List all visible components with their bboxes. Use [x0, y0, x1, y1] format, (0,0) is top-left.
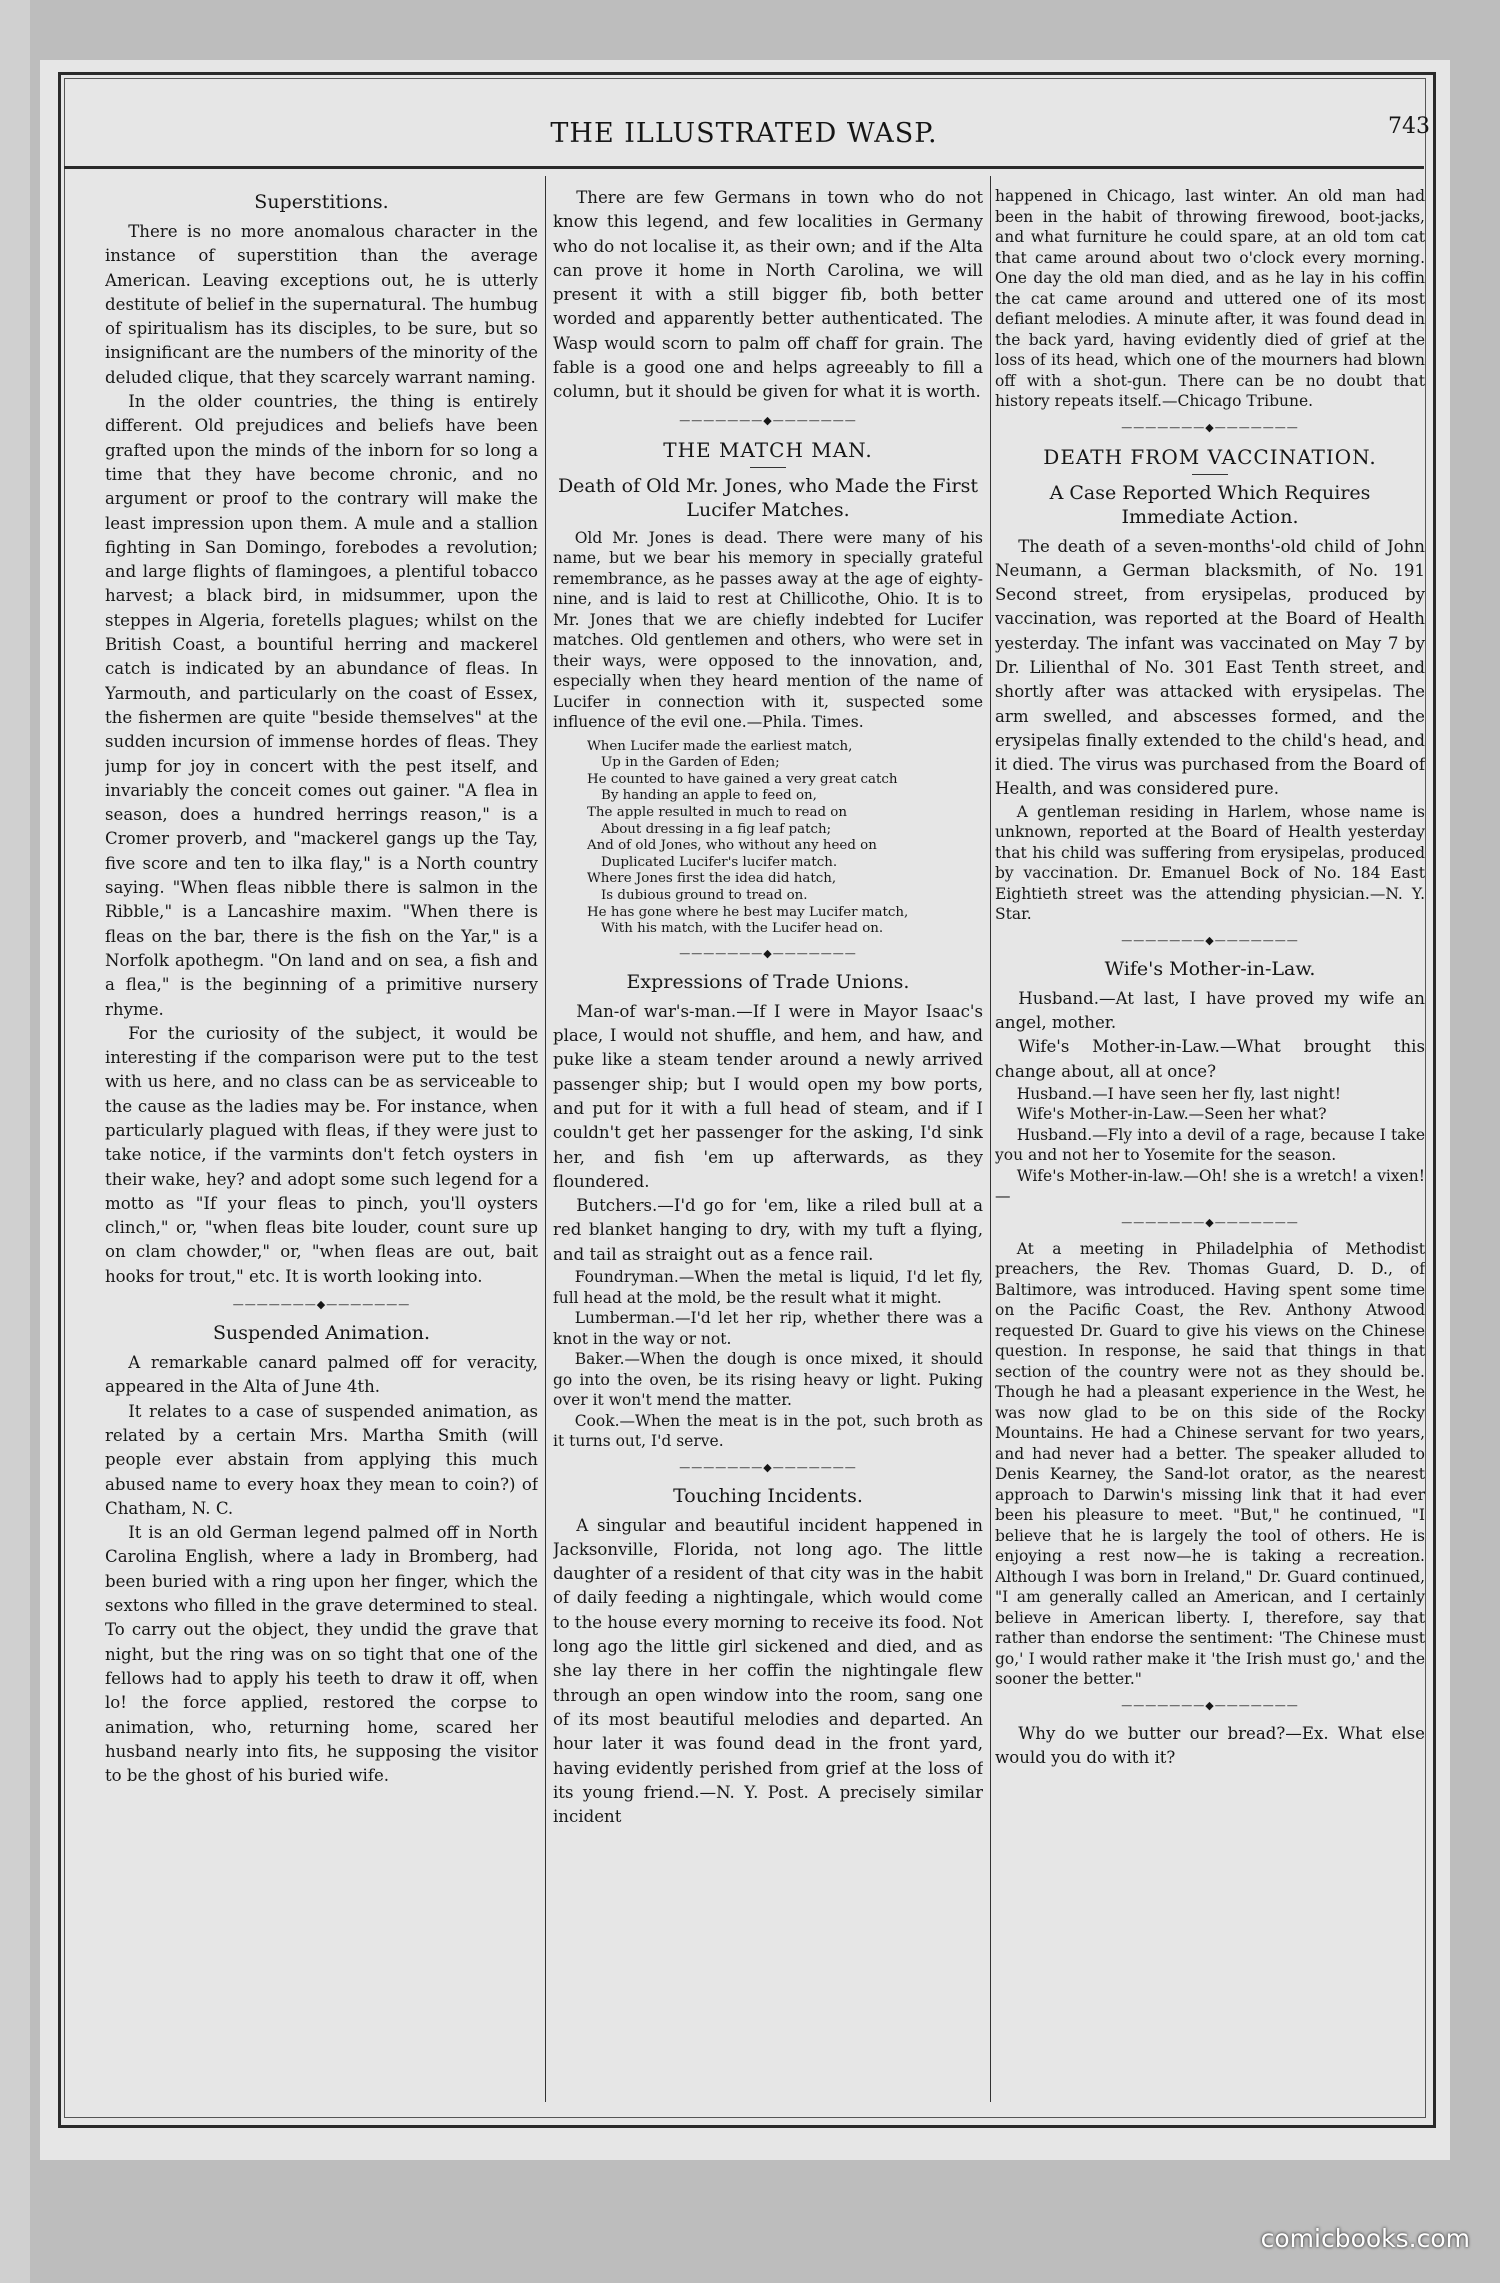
paragraph: For the curiosity of the subject, it would be interesting if the comparison were put to the test with us here, and no class can be as serviceable to the cause as the ladies may be. For instance, when particularly plagued with fleas, if they were just to take notice, if the varmints don't fetch oysters in their wake, hey? and adopt some such legend for a motto as "If your fleas to pinch, you'll oysters clinch," or, "when fleas bite louder, count sure up on clam chowder," or, "when fleas are out, bait hooks for trout," etc. It is worth looking into.: [105, 1023, 538, 1286]
masthead-title: THE ILLUSTRATED WASP.: [550, 118, 938, 149]
poem-line: Duplicated Lucifer's lucifer match.: [601, 854, 838, 870]
article-subheading-match-man: Death of Old Mr. Jones, who Made the First Lucifer Matches.: [557, 474, 979, 521]
poem-line: Is dubious ground to tread on.: [601, 888, 808, 904]
paragraph: Why do we butter our bread?—Ex. What else would you do with it?: [995, 1723, 1425, 1768]
paragraph: Baker.—When the dough is once mixed, it should go into the oven, be its rising heavy or light. Puking over it won't mend the matter.: [553, 1350, 983, 1410]
paragraph: There are few Germans in town who do not know this legend, and few localities in Germany who do not localise it, as their own; and if the Alta can prove it home in North Carolina, we will present it with a still bigger fib, both better worded and apparently better authenticated. The Wasp would scorn to palm off chaff for grain. The fable is a good one and helps agreeably to fill a column, but it should be given for what it is worth.: [553, 188, 983, 402]
article-heading-vaccination: DEATH FROM VACCINATION.: [1043, 444, 1377, 469]
ornament-divider: [105, 1299, 538, 1311]
paragraph: A gentleman residing in Harlem, whose name is unknown, reported at the Board of Health yesterday that his child was suffering from erysipelas, produced by vaccination. Dr. Emanuel Bock of No. 184 East Eightieth street was the attending physician.—N. Y. Star.: [995, 802, 1425, 924]
poem-line: When Lucifer made the earliest match,: [587, 738, 853, 754]
poem: [587, 739, 983, 938]
poem-line: With his match, with the Lucifer head on.: [601, 921, 884, 937]
short-rule: [750, 467, 786, 468]
article-title-suspended-animation: Suspended Animation.: [212, 1322, 431, 1345]
paragraph: happened in Chicago, last winter. An old man had been in the habit of throwing firewood, boot-jacks, and what furniture he could spare, at an old tom cat that came around about two o'clock every morning. One day the old man died, and as he lay in his coffin the cat came around and uttered one of its most defiant melodies. A minute after, it was found dead in the back yard, having evidently died of grief at the loss of its head, which one of the mourners had blown off with a shot-gun. There can be no doubt that history repeats itself.—Chicago Tribune.: [995, 187, 1425, 410]
short-rule: [1192, 474, 1228, 475]
paragraph: In the older countries, the thing is entirely different. Old prejudices and beliefs have been grafted upon the minds of the inborn for so long a time that they have become chronic, and no argument or proof to the contrary will make the least impression upon them. A mule and a stallion fighting in San Domingo, forebodes a revolution; and large flights of flamingoes, a plentiful tobacco harvest; a black bird, in midsummer, upon the steppes in Algeria, foretells plagues; whilst on the British Coast, a bountiful herring and mackerel catch is indicated by an abundance of fleas. In Yarmouth, and particularly on the coast of Essex, the fishermen are quite "beside themselves" at the sudden incursion of immense hordes of fleas. They jump for joy in concert with the pest itself, and invariably the conceit comes out gainer. "A flea in season, does a hundred herrings reason," is a Cromer proverb, and "mackerel gangs up the Tay, five score and ten to ilka flay," is a North country saying. "When fleas nibble there is salmon in the Ribble," is a Lancashire maxim. "When there is fleas on the bar, there is the fish on the Yar," is a Norfolk apothegm. "On land and on sea, a fish and a flea," is the beginning of a primitive nursery rhyme.: [105, 392, 538, 1019]
paragraph: Cook.—When the meat is in the pot, such broth as it turns out, I'd serve.: [553, 1411, 983, 1451]
ornament-divider: [995, 1700, 1425, 1712]
column-divider: [990, 176, 991, 2102]
paragraph: Wife's Mother-in-Law.—What brought this change about, all at once?: [995, 1037, 1425, 1081]
ornament-divider: [995, 422, 1425, 434]
article-title-superstitions: Superstitions.: [254, 191, 389, 213]
article-title-touching-incidents: Touching Incidents.: [673, 1484, 863, 1507]
paragraph: The death of a seven-months'-old child of John Neumann, a German blacksmith, of No. 191 Second street, from erysipelas, produced by vaccination, was reported at the Board of Health yesterday. The infant was vaccinated on May 7 by Dr. Lilienthal of No. 301 East Tenth street, and shortly after was attacked with erysipelas. The arm swelled, and abscesses formed, and the erysipelas finally extended to the child's head, and it died. The virus was purchased from the Board of Health, and was considered pure.: [995, 536, 1425, 799]
paragraph: Wife's Mother-in-Law.—Seen her what?: [1016, 1105, 1327, 1124]
paragraph: Old Mr. Jones is dead. There were many of his name, but we bear his memory in specially grateful remembrance, as he passes away at the age of eighty-nine, and is laid to rest at Chillicothe, Ohio. It is to Mr. Jones that we are chiefly indebted for Lucifer matches. Old gentlemen and others, who were set in their ways, were opposed to the innovation, and, especially when they heard mention of the name of Lucifer in connection with it, suspected some influence of the evil one.—Phila. Times.: [553, 528, 983, 732]
column-divider: [545, 176, 546, 2102]
poem-line: About dressing in a fig leaf patch;: [601, 821, 832, 837]
ornament-divider: [553, 1462, 983, 1474]
paragraph: Husband.—At last, I have proved my wife an angel, mother.: [995, 988, 1425, 1033]
paragraph: Foundryman.—When the metal is liquid, I'd let fly, full head at the mold, be the result what it might.: [553, 1268, 983, 1307]
poem-line: By handing an apple to feed on,: [601, 788, 817, 804]
column-1: [105, 186, 538, 2096]
paragraph: Man-of war's-man.—If I were in Mayor Isaac's place, I would not shuffle, and hem, and haw, and puke like a steam tender around a newly arrived passenger ship; but I would open my bow ports, and put for it with a full head of steam, and if I couldn't get her passenger for the asking, I'd sink her, and fish 'em up afterwards, as they floundered.: [553, 1001, 983, 1191]
article-title-trade-unions: Expressions of Trade Unions.: [626, 970, 910, 993]
page-edge: [0, 0, 30, 2283]
header-rule: [64, 166, 1424, 169]
article-heading-match-man: THE MATCH MAN.: [663, 437, 873, 462]
paragraph: There is no more anomalous character in the instance of superstition than the average American. Leaving exceptions out, he is utterly destitute of belief in the supernatural. The humbug of spiritualism has its disciples, to be sure, but so insignificant are the numbers of the minority of the deluded clique, that they scarcely warrant naming.: [105, 222, 538, 387]
paragraph: A singular and beautiful incident happened in Jacksonville, Florida, not long ago. The little daughter of a resident of that city was in the habit of daily feeding a nightingale, which would come to the house every morning to receive its food. Not long ago the little girl sickened and died, and as she lay there in her coffin the nightingale flew through an open window into the room, sang one of its most beautiful melodies and departed. An hour later it was found dead in the front yard, having evidently perished from grief at the loss of its young friend.—N. Y. Post. A precisely similar incident: [553, 1515, 983, 1827]
paragraph: Lumberman.—I'd let her rip, whether there was a knot in the way or not.: [553, 1309, 983, 1348]
column-2: [553, 186, 983, 2096]
watermark: comicbooks.com: [1260, 2224, 1470, 2253]
page-number: 743: [1388, 114, 1430, 139]
poem-line: The apple resulted in much to read on: [587, 805, 847, 821]
paragraph: At a meeting in Philadelphia of Methodist preachers, the Rev. Thomas Guard, D. D., of Baltimore, was introduced. Having spent some time on the Pacific Coast, the Rev. Anthony Atwood requested Dr. Guard to give his views on the Chinese question. In response, he said that things in that section of the country were not as they should be. Though he had a pleasant experience in the West, he was now glad to be on this side of the Rocky Mountains. He had a Chinese servant for two years, and had never had a better. The speaker alluded to Denis Kearney, the Sand-lot orator, as the nearest approach to Darwin's missing link that it had ever been his pleasure to meet. "But," he continued, "I believe that he is largely the tool of others. He is enjoying a rest now—he is taking a recreation. Although I was born in Ireland," Dr. Guard continued, "I am generally called an American, and I certainly believe in American liberty. I, therefore, say that rather than endorse the sentiment: 'The Chinese must go,' I would rather make it 'the Irish must go,' and the sooner the better.": [995, 1239, 1425, 1689]
poem-line: He counted to have gained a very great catch: [587, 771, 898, 787]
paragraph: Wife's Mother-in-law.—Oh! she is a wretch! a vixen!—: [995, 1166, 1425, 1206]
ornament-divider: [553, 948, 983, 960]
ornament-divider: [995, 935, 1425, 947]
poem-line: Up in the Garden of Eden;: [601, 755, 780, 771]
article-title-mother-in-law: Wife's Mother-in-Law.: [1104, 957, 1316, 980]
poem-line: Where Jones first the idea did hatch,: [587, 871, 837, 887]
paragraph: It is an old German legend palmed off in North Carolina English, where a lady in Bromberg, had been buried with a ring upon her finger, which the sextons who filled in the grave determined to steal. To carry out the object, they undid the grave that night, but the ring was on so tight that one of the fellows had to apply his teeth to draw it off, when lo! the force applied, restored the corpse to animation, who, returning home, scared her husband nearly into fits, he supposing the visitor to be the ghost of his buried wife.: [105, 1523, 538, 1786]
article-subheading-vaccination: A Case Reported Which Requires Immediate Action.: [1049, 481, 1371, 528]
poem-line: He has gone where he best may Lucifer match,: [587, 904, 909, 920]
ornament-divider: [553, 415, 983, 427]
ornament-divider: [995, 1217, 1425, 1229]
column-3: [995, 186, 1425, 2096]
paragraph: It relates to a case of suspended animation, as related by a certain Mrs. Martha Smith (will people ever abstain from applying this much abused name to every hoax they mean to coin?) of Chatham, N. C.: [105, 1401, 538, 1518]
paragraph: Husband.—I have seen her fly, last night!: [1016, 1084, 1341, 1103]
paragraph: Husband.—Fly into a devil of a rage, because I take you and not her to Yosemite for the season.: [995, 1125, 1425, 1165]
paragraph: A remarkable canard palmed off for veracity, appeared in the Alta of June 4th.: [105, 1353, 538, 1397]
paragraph: Butchers.—I'd go for 'em, like a riled bull at a red blanket hanging to dry, with my tuft a flying, and tail as straight out as a fence rail.: [553, 1196, 983, 1264]
poem-line: And of old Jones, who without any heed on: [587, 838, 877, 854]
